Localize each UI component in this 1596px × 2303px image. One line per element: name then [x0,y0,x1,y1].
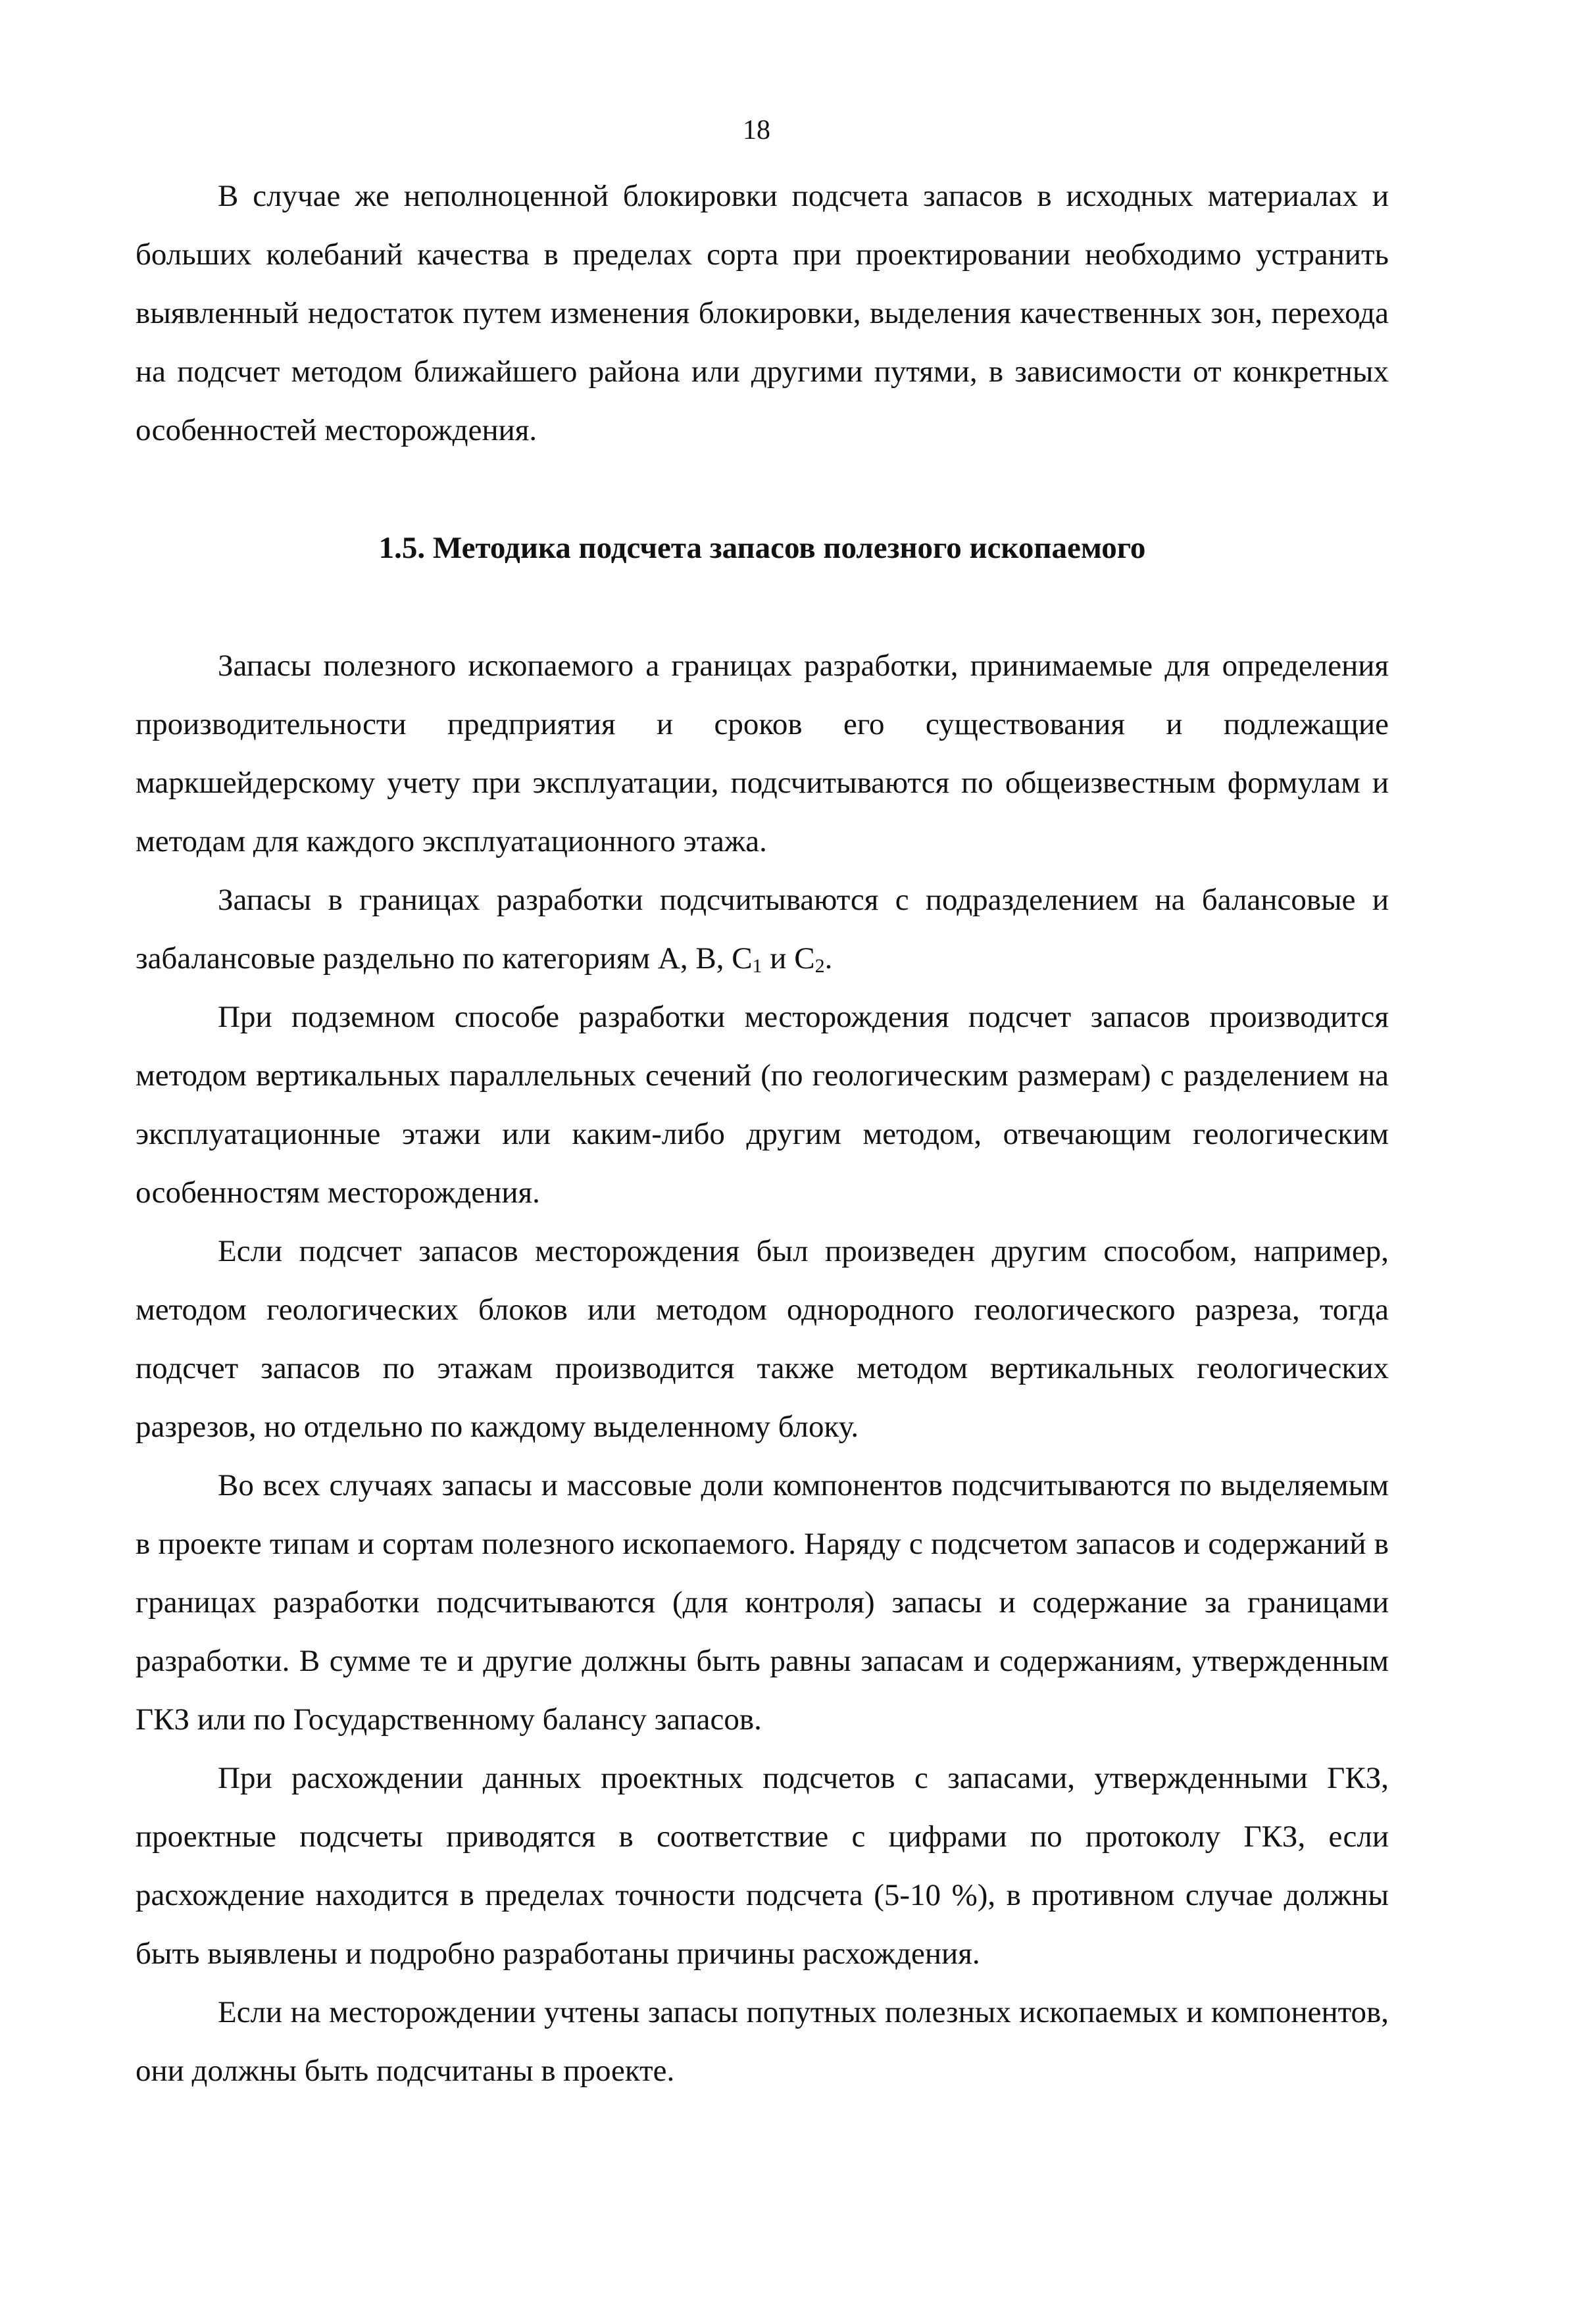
page-number: 18 [743,115,770,145]
paragraph-2-end: . [824,941,833,976]
paragraph-6: При расхождении данных проектных подсчетов с запасами, утвержденными ГКЗ, проектные подсчеты приводятся в соответствие с цифрами по протоколу ГКЗ, если расхождение находится в пределах точности подсчета (5-10 %), в противном случае должны быть выявлены и подробно разработаны причины расхождения. [136,1761,1389,1971]
paragraph-5: Во всех случаях запасы и массовые доли компонентов подсчитываются по выделяемым в проекте типам и сортам полезного ископаемого. Наряду с подсчетом запасов и содержаний в границах разработки подсчитываются (для контроля) запасы и содержание за границами разработки. В сумме те и другие должны быть равны запасам и содержаниям, утвержденным ГКЗ или по Государственному балансу запасов. [136,1468,1389,1737]
paragraph-2-text: Запасы в границах разработки подсчитываются с подразделением на балансовые и забалансовые раздельно по категориям А, В, С [136,883,1389,976]
paragraph-2-mid: и С [762,941,815,976]
paragraph-7: Если на месторождении учтены запасы попутных полезных ископаемых и компонентов, они должны быть подсчитаны в проекте. [136,1995,1389,2088]
paragraph-1: Запасы полезного ископаемого а границах разработки, принимаемые для определения производительности предприятия и сроков его существования и подлежащие маркшейдерскому учету при эксплуатации, подсчитываются по общеизвестным формулам и методам для каждого эксплуатационного этажа. [136,649,1389,858]
paragraph-3: При подземном способе разработки месторождения подсчет запасов производится методом вертикальных параллельных сечений (по геологическим размерам) с разделением на эксплуатационные этажи или каким-либо другим методом, отвечающим геологическим особенностям месторождения. [136,1000,1389,1210]
paragraph-2 [136,871,1389,988]
subscript-2: 2 [814,955,825,977]
subscript-1: 1 [752,955,762,977]
section-heading: 1.5. Методика подсчета запасов полезного ископаемого [378,531,1146,565]
paragraph-4: Если подсчет запасов месторождения был произведен другим способом, например, методом геологических блоков или методом однородного геологического разреза, тогда подсчет запасов по этажам производится также методом вертикальных геологических разрезов, но отдельно по каждому выделенному блоку. [136,1234,1389,1444]
paragraph-intro: В случае же неполноценной блокировки подсчета запасов в исходных материалах и больших колебаний качества в пределах сорта при проектировании необходимо устранить выявленный недостаток путем изменения блокировки, выделения качественных зон, перехода на подсчет методом ближайшего района или другими путями, в зависимости от конкретных особенностей месторождения. [136,179,1389,447]
document-body [136,167,1389,2100]
